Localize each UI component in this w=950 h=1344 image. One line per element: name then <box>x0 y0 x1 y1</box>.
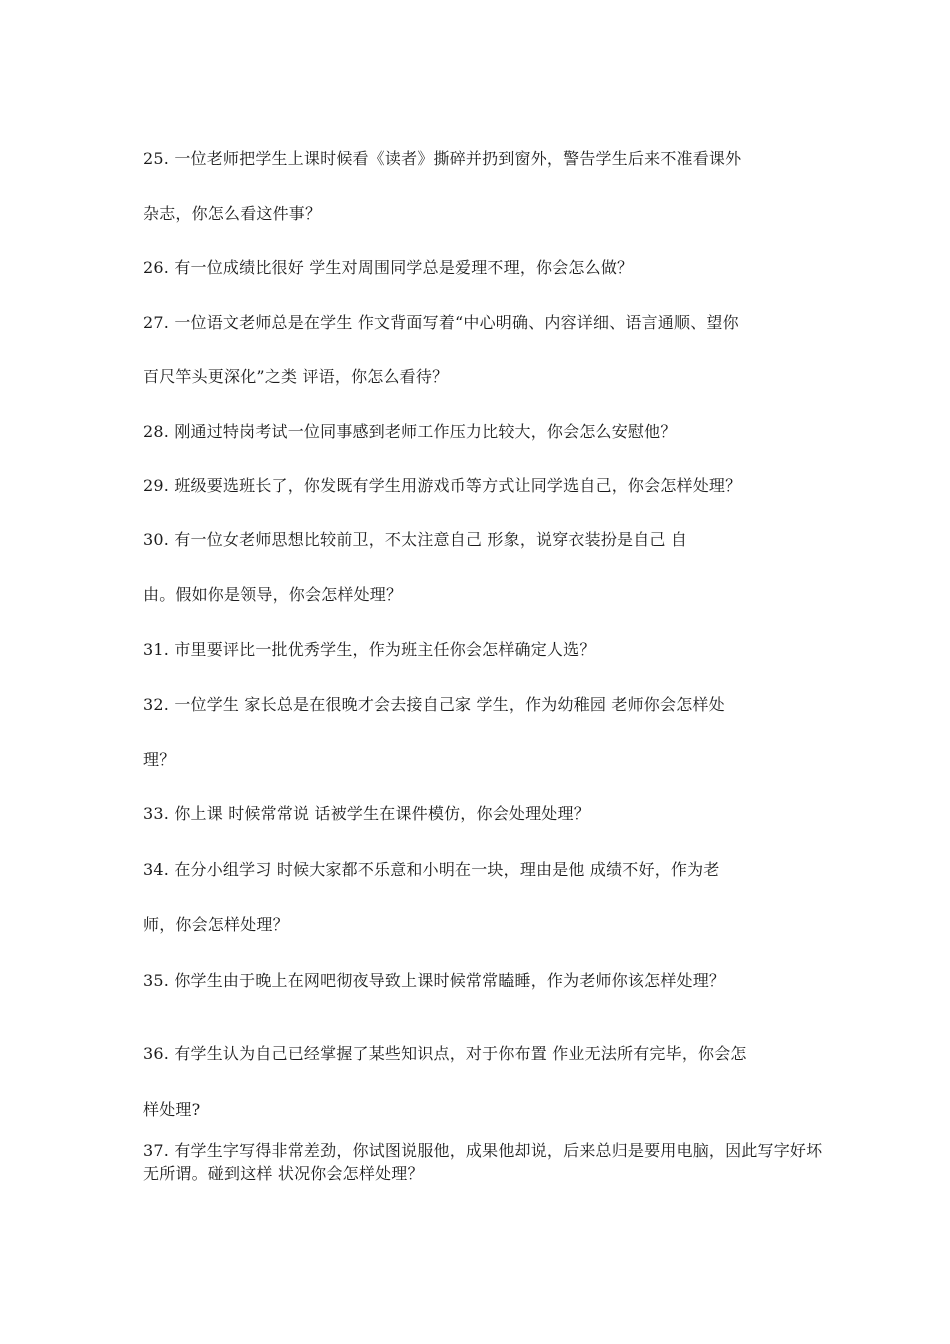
question-34-line-1: 34. 在分小组学习 时候大家都不乐意和小明在一块，理由是他 成绩不好，作为老 <box>143 860 720 879</box>
question-32-line-1: 32. 一位学生 家长总是在很晚才会去接自己家 学生，作为幼稚园 老师你会怎样处 <box>143 695 725 714</box>
question-35: 35. 你学生由于晚上在网吧彻夜导致上课时候常常瞌睡，作为老师你该怎样处理？ <box>143 971 726 990</box>
question-31: 31. 市里要评比一批优秀学生，作为班主任你会怎样确定人选？ <box>143 640 596 659</box>
question-30-line-2: 由。假如你是领导，你会怎样处理？ <box>143 585 403 604</box>
question-32-line-2: 理？ <box>143 750 176 769</box>
question-34-line-2: 师，你会怎样处理？ <box>143 915 289 934</box>
question-27-line-1: 27. 一位语文老师总是在学生 作文背面写着“中心明确、内容详细、语言通顺、望你 <box>143 313 739 332</box>
question-36-line-1: 36. 有学生认为自己已经掌握了某些知识点，对于你布置 作业无法所有完毕，你会怎 <box>143 1044 747 1063</box>
question-37: 37. 有学生字写得非常差劲，你试图说服他，成果他却说，后来总归是要用电脑，因此写字好坏无所谓。碰到这样 状况你会怎样处理？ <box>143 1141 823 1183</box>
question-30-line-1: 30. 有一位女老师思想比较前卫，不太注意自己 形象，说穿衣装扮是自己 自 <box>143 530 688 549</box>
question-26: 26. 有一位成绩比很好 学生对周围同学总是爱理不理，你会怎么做？ <box>143 258 634 277</box>
question-25-line-1: 25. 一位老师把学生上课时候看《读者》撕碎并扔到窗外，警告学生后来不准看课外 <box>143 149 742 168</box>
question-28: 28. 刚通过特岗考试一位同事感到老师工作压力比较大，你会怎么安慰他？ <box>143 422 677 441</box>
question-25-line-2: 杂志，你怎么看这件事？ <box>143 204 322 223</box>
question-27-line-2: 百尺竿头更深化”之类 评语，你怎么看待？ <box>143 367 449 386</box>
question-36-line-2: 样处理? <box>143 1100 201 1119</box>
question-33: 33. 你上课 时候常常说 话被学生在课件模仿，你会处理处理？ <box>143 804 590 823</box>
question-29: 29. 班级要选班长了，你发既有学生用游戏币等方式让同学选自己，你会怎样处理？ <box>143 476 742 495</box>
